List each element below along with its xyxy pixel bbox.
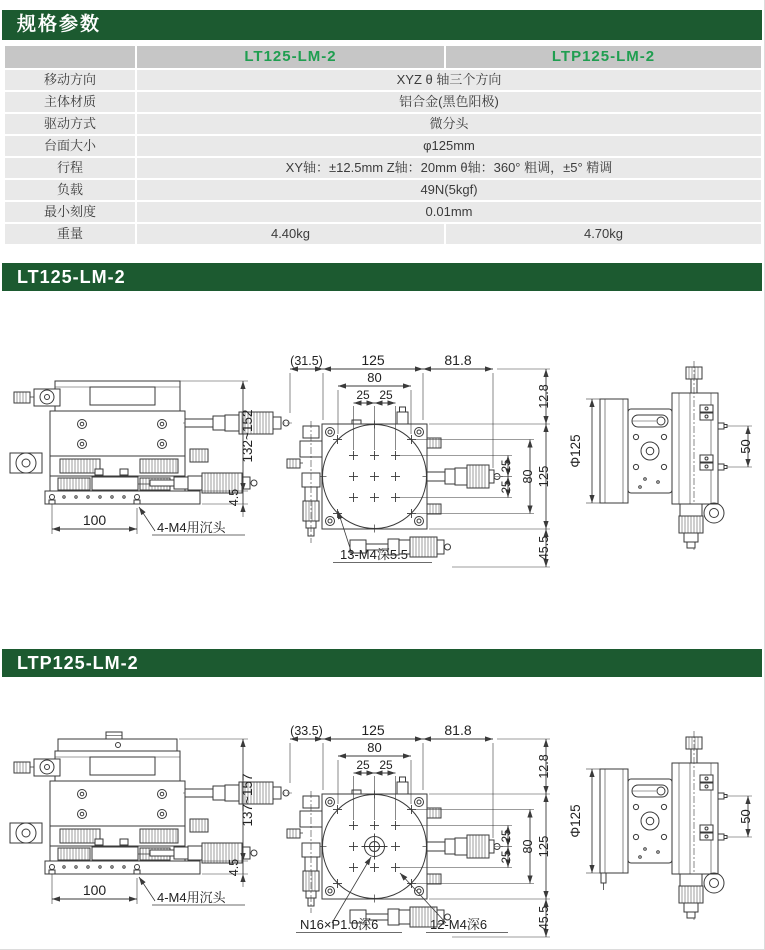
spec-value: XYZ θ 轴三个方向 bbox=[137, 70, 761, 90]
dim-label: 100 bbox=[82, 512, 107, 528]
dim-label: 137~157 bbox=[240, 773, 255, 827]
dim-label: (31.5) bbox=[290, 354, 323, 368]
section-title-ltp125: LTP125-LM-2 bbox=[2, 649, 762, 677]
dim-label: 81.8 bbox=[444, 352, 472, 368]
spec-row-label: 行程 bbox=[5, 158, 135, 178]
dim-label: 25 bbox=[356, 758, 370, 772]
dim-label: 100 bbox=[82, 882, 107, 898]
spec-value: 49N(5kgf) bbox=[137, 180, 761, 200]
technical-drawing-ltp125 bbox=[0, 677, 765, 945]
spec-value: 4.70kg bbox=[446, 224, 761, 244]
dim-label: 12.8 bbox=[537, 754, 551, 779]
spec-col-header: LT125-LM-2 bbox=[137, 46, 444, 68]
section-title-lt125: LT125-LM-2 bbox=[2, 263, 762, 291]
spec-row-label: 重量 bbox=[5, 224, 135, 244]
spec-row-label: 最小刻度 bbox=[5, 202, 135, 222]
dim-label: 12.8 bbox=[537, 384, 551, 409]
dim-label: 45.5 bbox=[537, 535, 551, 561]
spec-value: φ125mm bbox=[137, 136, 761, 156]
dim-label: 125 bbox=[361, 352, 385, 368]
hole-note: 4-M4用沉头 bbox=[157, 890, 226, 905]
center-hole-note: N16×P1.0深6 bbox=[300, 917, 379, 932]
spacer bbox=[0, 641, 764, 649]
dim-label: 25 bbox=[379, 758, 393, 772]
page-title-text: 规格参数 bbox=[17, 14, 102, 35]
page-title bbox=[2, 10, 762, 40]
hole-note: 4-M4用沉头 bbox=[157, 520, 226, 535]
dim-label: 25 bbox=[501, 480, 513, 494]
dim-label: (33.5) bbox=[290, 724, 323, 738]
dim-label: 125 bbox=[536, 835, 551, 858]
dim-label: 4.5 bbox=[227, 488, 241, 507]
technical-drawing-lt125 bbox=[0, 291, 765, 641]
spec-row-label: 主体材质 bbox=[5, 92, 135, 112]
dim-label: 80 bbox=[367, 740, 382, 755]
dim-label: 25 bbox=[356, 388, 370, 402]
spec-row-label: 台面大小 bbox=[5, 136, 135, 156]
dim-label: 25 bbox=[379, 388, 393, 402]
spec-table bbox=[5, 46, 761, 244]
dim-label: 125 bbox=[536, 465, 551, 488]
dim-label: 4.5 bbox=[227, 858, 241, 877]
spec-value: 4.40kg bbox=[137, 224, 444, 244]
dim-label: Φ125 bbox=[568, 804, 583, 838]
spec-row-label: 移动方向 bbox=[5, 70, 135, 90]
dim-label: 25 bbox=[501, 829, 513, 843]
spec-value: 铝合金(黑色阳极) bbox=[137, 92, 761, 112]
hole-note: 12-M4深6 bbox=[430, 917, 488, 932]
hole-note: 13-M4深5.5 bbox=[340, 547, 408, 562]
dim-label: 25 bbox=[501, 459, 513, 473]
dim-label: 80 bbox=[521, 839, 535, 854]
spacer bbox=[0, 244, 764, 263]
spec-value: 微分头 bbox=[137, 114, 761, 134]
dim-label: 80 bbox=[367, 370, 382, 385]
section-ltp125 bbox=[0, 649, 764, 945]
spec-row-label: 驱动方式 bbox=[5, 114, 135, 134]
dim-label: 45.5 bbox=[537, 905, 551, 931]
dim-label: 50 bbox=[738, 439, 753, 454]
dim-label: 81.8 bbox=[444, 722, 472, 738]
dim-label: 132~152 bbox=[240, 409, 255, 463]
dim-label: 25 bbox=[501, 850, 513, 864]
spec-row-label: 负载 bbox=[5, 180, 135, 200]
dim-label: 50 bbox=[738, 809, 753, 824]
spec-col-header-empty bbox=[5, 46, 135, 68]
spec-value: 0.01mm bbox=[137, 202, 761, 222]
dim-label: 80 bbox=[521, 469, 535, 484]
spec-col-header: LTP125-LM-2 bbox=[446, 46, 761, 68]
dim-label: 125 bbox=[361, 722, 385, 738]
spec-value: XY轴：±12.5mm Z轴：20mm θ轴：360° 粗调，±5° 精调 bbox=[137, 158, 761, 178]
section-lt125 bbox=[0, 263, 764, 641]
dim-label: Φ125 bbox=[568, 434, 583, 468]
